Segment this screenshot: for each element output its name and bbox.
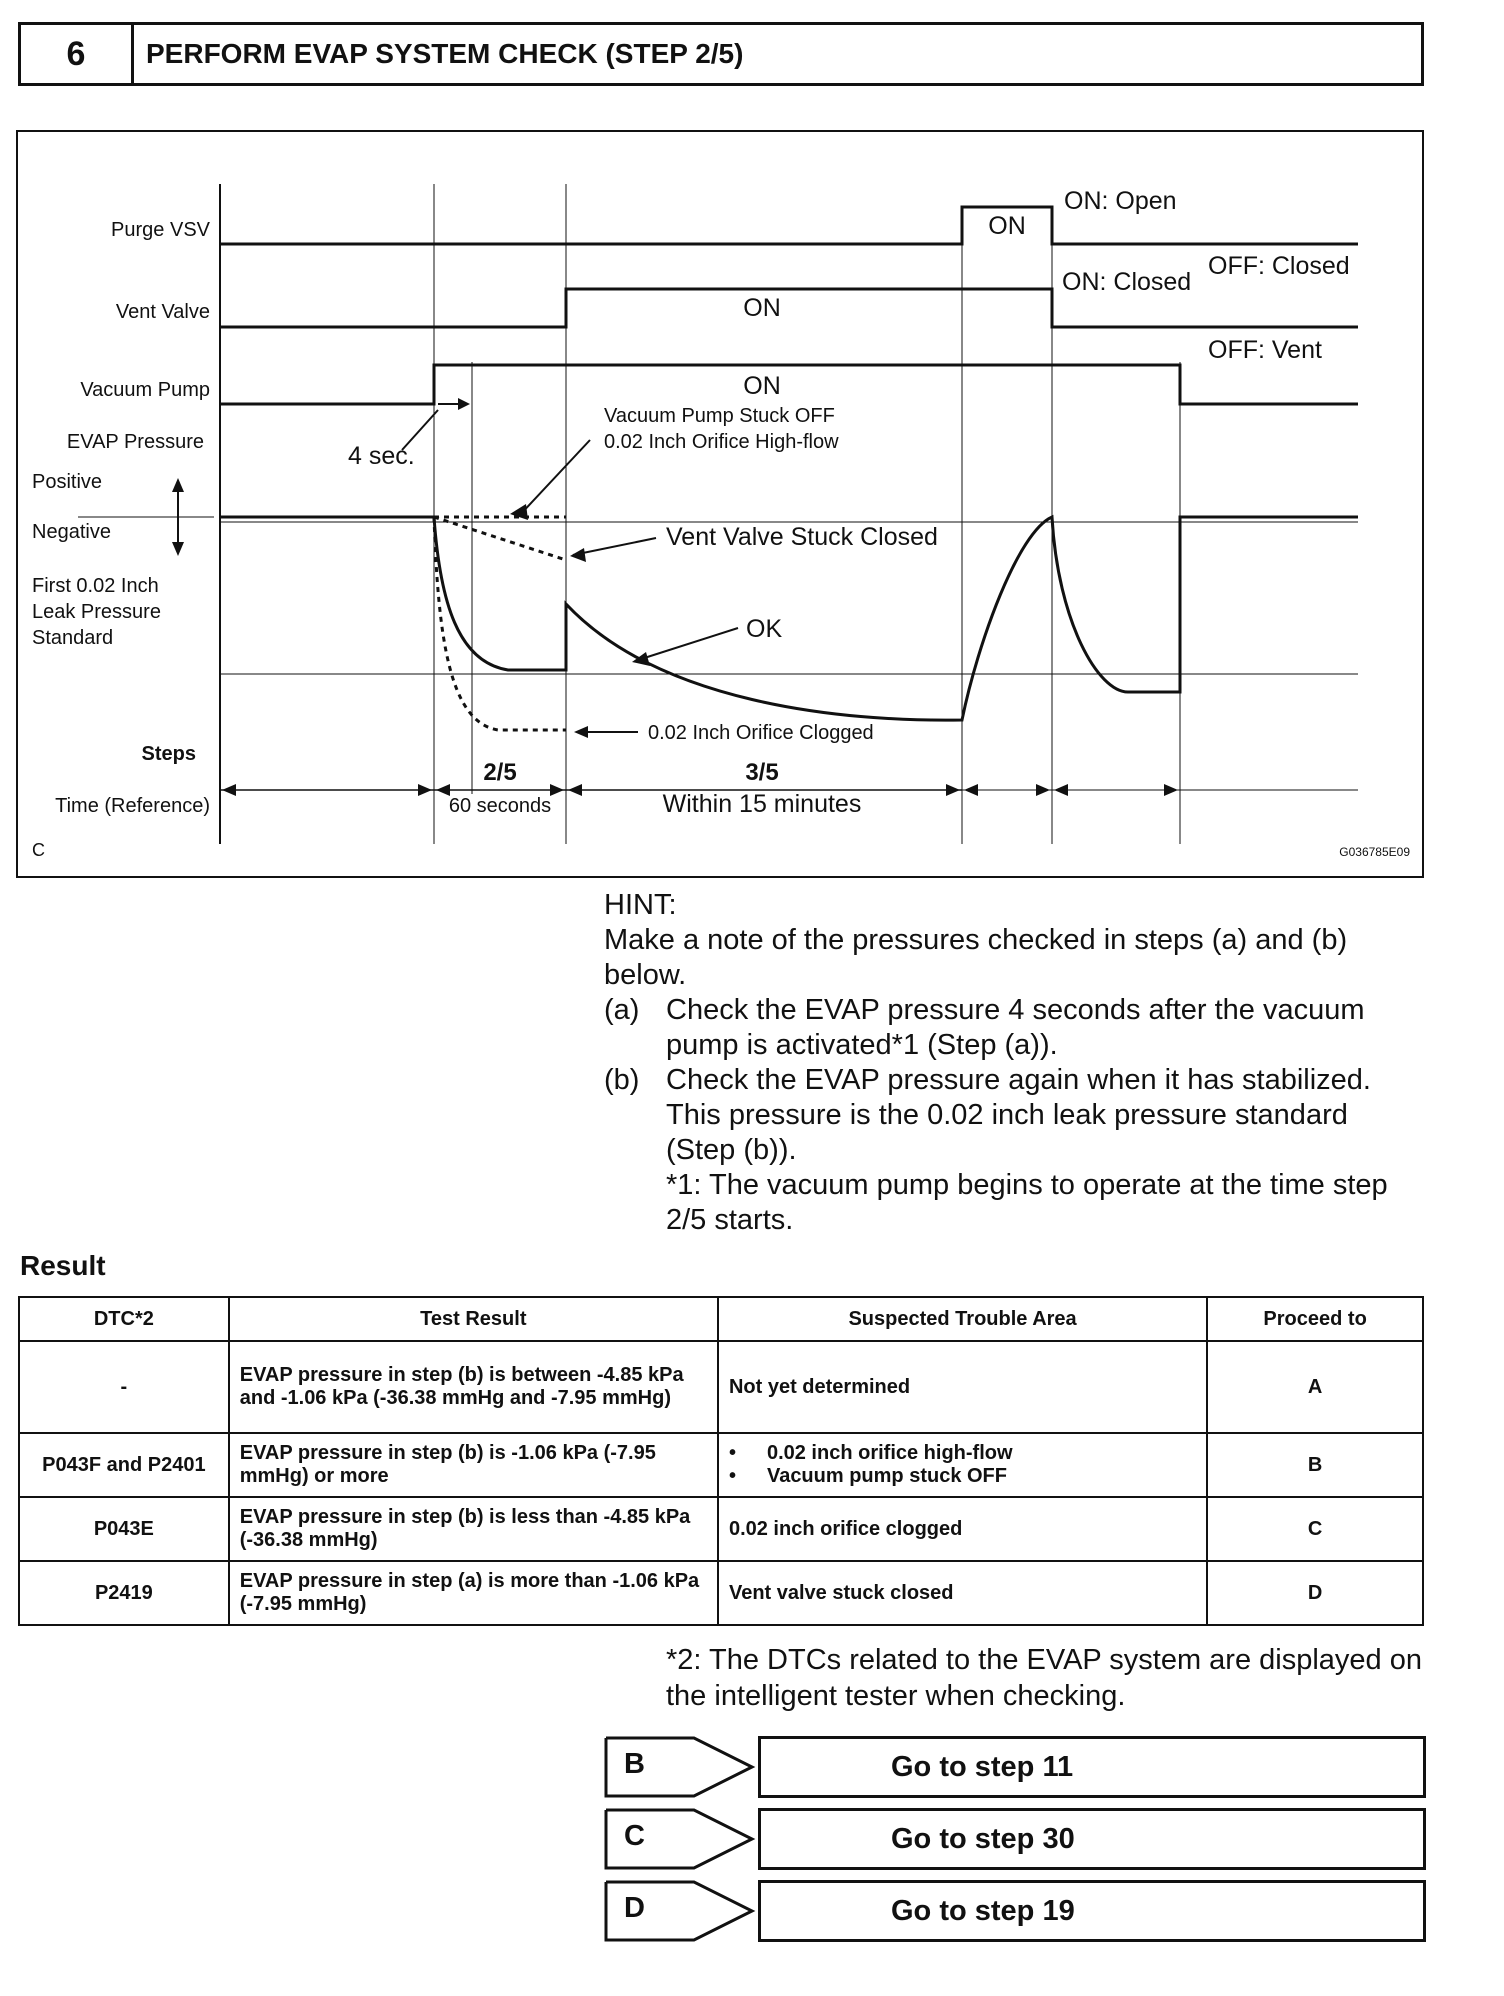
proceed-cell: B — [1207, 1433, 1423, 1497]
timing-diagram — [16, 130, 1424, 878]
column-header: Test Result — [229, 1297, 718, 1341]
trouble-area-cell: Not yet determined — [718, 1341, 1207, 1433]
vacuum-pump-signal — [220, 365, 1358, 404]
dtc-cell: P2419 — [19, 1561, 229, 1625]
label-evap-pressure: EVAP Pressure — [66, 431, 204, 453]
arrowhead — [574, 726, 588, 738]
hint-item-a — [604, 993, 1424, 1063]
on-open-label: ON: Open — [1064, 187, 1177, 215]
table-row — [19, 1561, 1423, 1625]
pump-stuck-label: Vacuum Pump Stuck OFF — [604, 405, 835, 427]
label-steps: Steps — [141, 743, 196, 765]
column-header: DTC*2 — [19, 1297, 229, 1341]
corner-letter: C — [32, 840, 45, 860]
vent-stuck-curve — [434, 517, 566, 560]
orifice-clogged-label: 0.02 Inch Orifice Clogged — [648, 722, 874, 744]
proceed-cell: D — [1207, 1561, 1423, 1625]
arrowhead — [550, 784, 564, 796]
arrowhead — [632, 652, 650, 666]
goto-row-c[interactable] — [604, 1808, 1426, 1870]
arrowhead — [222, 784, 236, 796]
hint-item-text: Check the EVAP pressure 4 seconds after the vacuum pump is activated*1 (Step (a)). — [666, 994, 1365, 1061]
time-15min-label: Within 15 minutes — [662, 790, 862, 818]
vent-stuck-label: Vent Valve Stuck Closed — [666, 523, 938, 551]
label-purge-vsv: Purge VSV — [111, 219, 210, 241]
column-header: Proceed to — [1207, 1297, 1423, 1341]
step-header — [18, 22, 1424, 86]
step-2-5-label: 2/5 — [483, 759, 517, 786]
time-60s-label: 60 seconds — [448, 795, 552, 817]
proceed-cell: C — [1207, 1497, 1423, 1561]
result-heading: Result — [20, 1250, 106, 1281]
label-negative: Negative — [32, 521, 111, 543]
goto-step-button[interactable]: Go to step 19 — [758, 1880, 1426, 1942]
goto-row-b[interactable] — [604, 1736, 1426, 1798]
orifice-highflow-label: 0.02 Inch Orifice High-flow — [604, 431, 839, 453]
purge-on-label: ON — [988, 212, 1026, 240]
hint-title: HINT: — [604, 889, 677, 921]
label-time-ref: Time (Reference) — [55, 795, 210, 817]
hint-item-label: (a) — [604, 994, 640, 1026]
proceed-cell: A — [1207, 1341, 1423, 1433]
dtc-cell: P043F and P2401 — [19, 1433, 229, 1497]
goto-step-button[interactable]: Go to step 11 — [758, 1736, 1426, 1798]
hint-item-b — [604, 1063, 1424, 1168]
trouble-area-cell: Vent valve stuck closed — [718, 1561, 1207, 1625]
step-3-5-label: 3/5 — [745, 759, 779, 786]
ok-label: OK — [746, 615, 783, 643]
pointer-vent-stuck — [573, 538, 656, 555]
arrowhead — [1164, 784, 1178, 796]
arrowhead — [418, 784, 432, 796]
arrowhead — [1054, 784, 1068, 796]
hint-intro: Make a note of the pressures checked in steps (a) and (b) below. — [604, 924, 1348, 991]
arrowhead — [570, 548, 586, 562]
on-closed-label: ON: Closed — [1062, 268, 1192, 296]
dtc-footnote: *2: The DTCs related to the EVAP system are displayed on the intelligent tester when checking. — [666, 1644, 1422, 1712]
arrowhead — [568, 784, 582, 796]
column-header: Suspected Trouble Area — [718, 1297, 1207, 1341]
test-result-cell: EVAP pressure in step (b) is between -4.85 kPa and -1.06 kPa (-36.38 mmHg and -7.95 mmHg) — [229, 1341, 718, 1433]
goto-step-button[interactable]: Go to step 30 — [758, 1808, 1426, 1870]
goto-letter: C — [624, 1820, 645, 1852]
pointer-pump-stuck — [518, 440, 590, 517]
hint-note: *1: The vacuum pump begins to operate at the time step 2/5 starts. — [666, 1169, 1388, 1236]
timing-diagram-svg — [18, 132, 1426, 880]
goto-letter: B — [624, 1748, 645, 1780]
pointer-ok — [638, 628, 738, 660]
goto-letter: D — [624, 1892, 645, 1924]
off-vent-label: OFF: Vent — [1208, 336, 1322, 364]
result-table — [18, 1296, 1424, 1626]
vent-on-label: ON — [743, 294, 781, 322]
hint-item-text: Check the EVAP pressure again when it has stabilized. This pressure is the 0.02 inch leak pressure standard (Step (b)). — [666, 1064, 1371, 1166]
trouble-area-cell: 0.02 inch orifice clogged — [718, 1497, 1207, 1561]
pump-on-label: ON — [743, 372, 781, 400]
four-sec-label: 4 sec. — [348, 442, 415, 470]
label-vacuum-pump: Vacuum Pump — [80, 379, 210, 401]
hint-block — [604, 888, 1424, 1238]
hint-item-label: (b) — [604, 1064, 640, 1096]
trouble-area-list — [729, 1442, 1196, 1488]
dtc-cell: - — [19, 1341, 229, 1433]
step-title: PERFORM EVAP SYSTEM CHECK (STEP 2/5) — [146, 38, 744, 69]
label-leak-std: First 0.02 Inch — [32, 575, 159, 597]
trouble-area-cell — [718, 1433, 1207, 1497]
arrowhead — [946, 784, 960, 796]
table-row — [19, 1497, 1423, 1561]
test-result-cell: EVAP pressure in step (b) is less than -4.85 kPa (-36.38 mmHg) — [229, 1497, 718, 1561]
step-number: 6 — [21, 25, 134, 83]
test-result-cell: EVAP pressure in step (b) is -1.06 kPa (-7.95 mmHg) or more — [229, 1433, 718, 1497]
table-header-row — [19, 1297, 1423, 1341]
label-leak-std: Standard — [32, 627, 114, 649]
label-vent-valve: Vent Valve — [115, 301, 210, 323]
figure-code: G036785E09 — [1339, 845, 1410, 859]
dtc-cell: P043E — [19, 1497, 229, 1561]
label-positive: Positive — [32, 471, 103, 493]
off-closed-label: OFF: Closed — [1208, 252, 1350, 280]
list-item: • 0.02 inch orifice high-flow — [729, 1442, 1196, 1465]
goto-row-d[interactable] — [604, 1880, 1426, 1942]
list-item: • Vacuum pump stuck OFF — [729, 1465, 1196, 1488]
arrowhead — [964, 784, 978, 796]
label-leak-std: Leak Pressure — [32, 601, 161, 623]
purge-vsv-signal — [220, 207, 1358, 244]
table-row — [19, 1433, 1423, 1497]
arrowhead — [458, 398, 470, 410]
table-row — [19, 1341, 1423, 1433]
test-result-cell: EVAP pressure in step (a) is more than -1.06 kPa (-7.95 mmHg) — [229, 1561, 718, 1625]
arrowhead — [1036, 784, 1050, 796]
